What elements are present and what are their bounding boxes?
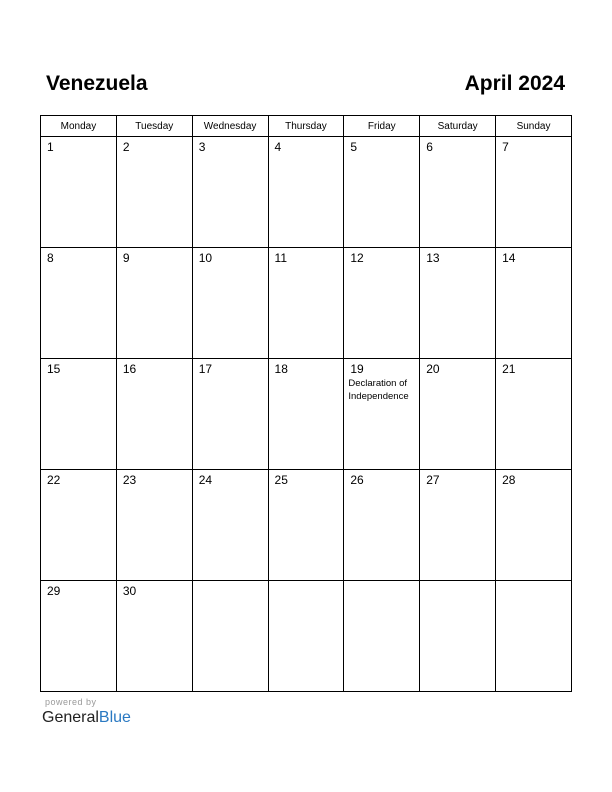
- day-cell: [268, 581, 344, 692]
- day-cell: [41, 581, 117, 692]
- day-cell: [116, 248, 192, 359]
- day-cell: [41, 137, 117, 248]
- day-number: 21: [502, 362, 516, 376]
- day-cell: [344, 470, 420, 581]
- day-number: 19: [350, 362, 364, 376]
- day-number: 29: [47, 584, 61, 598]
- day-number: 15: [47, 362, 61, 376]
- day-cell: [192, 470, 268, 581]
- day-cell: [192, 359, 268, 470]
- day-cell: [116, 470, 192, 581]
- weekday-header: Sunday: [496, 116, 572, 137]
- week-row: [41, 470, 572, 581]
- day-cell: [496, 581, 572, 692]
- day-cell: [496, 470, 572, 581]
- brand-name-part2: Blue: [98, 709, 131, 726]
- day-cell: [41, 359, 117, 470]
- day-number: 11: [274, 251, 287, 265]
- day-cell: [344, 248, 420, 359]
- day-number: 10: [198, 251, 213, 265]
- day-number: 6: [426, 140, 433, 154]
- day-number: 24: [198, 473, 213, 487]
- weekday-header: Thursday: [268, 116, 344, 137]
- day-cell: [268, 137, 344, 248]
- day-number: 23: [122, 473, 137, 487]
- day-number: 13: [426, 251, 440, 265]
- day-number: 30: [122, 584, 137, 598]
- day-number: [344, 581, 419, 584]
- day-number: 14: [502, 251, 516, 265]
- country-title: Venezuela: [46, 72, 148, 95]
- day-number: 12: [350, 251, 364, 265]
- day-number: 28: [502, 473, 516, 487]
- day-cell: [420, 359, 496, 470]
- day-cell: [116, 581, 192, 692]
- brand-logo[interactable]: [42, 708, 131, 728]
- week-row: [41, 359, 572, 470]
- day-number: 4: [274, 140, 282, 154]
- day-number: 3: [198, 140, 206, 154]
- holiday-label: Declaration of Independence: [348, 378, 409, 402]
- day-number: 5: [350, 140, 358, 154]
- weekday-header: Tuesday: [116, 116, 192, 137]
- month-title: April 2024: [464, 72, 565, 95]
- day-number: 9: [122, 251, 130, 265]
- day-number: [496, 581, 571, 584]
- week-row: [41, 581, 572, 692]
- weekday-header-row: [41, 116, 572, 137]
- day-cell: [496, 137, 572, 248]
- day-cell: [344, 137, 420, 248]
- day-number: [269, 581, 344, 584]
- day-cell: [496, 359, 572, 470]
- brand-name-part1: General: [42, 709, 99, 726]
- weekday-header: Saturday: [420, 116, 496, 137]
- day-number: 7: [502, 140, 509, 154]
- day-number: 22: [47, 473, 61, 487]
- day-cell: [344, 359, 420, 470]
- day-cell: [420, 581, 496, 692]
- day-number: 18: [274, 362, 288, 376]
- day-cell: [116, 137, 192, 248]
- day-cell: [192, 248, 268, 359]
- day-number: 20: [426, 362, 440, 376]
- week-row: [41, 137, 572, 248]
- day-number: 27: [426, 473, 440, 487]
- day-number: [420, 581, 495, 584]
- day-cell: [420, 137, 496, 248]
- day-number: 8: [47, 251, 54, 265]
- day-cell: [344, 581, 420, 692]
- day-cell: [420, 470, 496, 581]
- day-number: [193, 581, 268, 584]
- week-row: [41, 248, 572, 359]
- day-cell: [41, 248, 117, 359]
- day-cell: [41, 470, 117, 581]
- powered-by-text: powered by: [45, 697, 97, 707]
- day-number: 1: [47, 140, 54, 154]
- weekday-header: Friday: [344, 116, 420, 137]
- day-cell: [192, 581, 268, 692]
- weekday-header: Wednesday: [192, 116, 268, 137]
- day-cell: [420, 248, 496, 359]
- day-number: 16: [122, 362, 137, 376]
- day-cell: [116, 359, 192, 470]
- day-number: 2: [122, 140, 130, 154]
- day-cell: [192, 137, 268, 248]
- day-number: 17: [198, 362, 213, 376]
- day-cell: [268, 248, 344, 359]
- weekday-header: Monday: [41, 116, 117, 137]
- calendar-grid: [40, 115, 572, 692]
- day-cell: [496, 248, 572, 359]
- day-cell: [268, 470, 344, 581]
- day-number: 25: [274, 473, 288, 487]
- day-cell: [268, 359, 344, 470]
- day-number: 26: [350, 473, 364, 487]
